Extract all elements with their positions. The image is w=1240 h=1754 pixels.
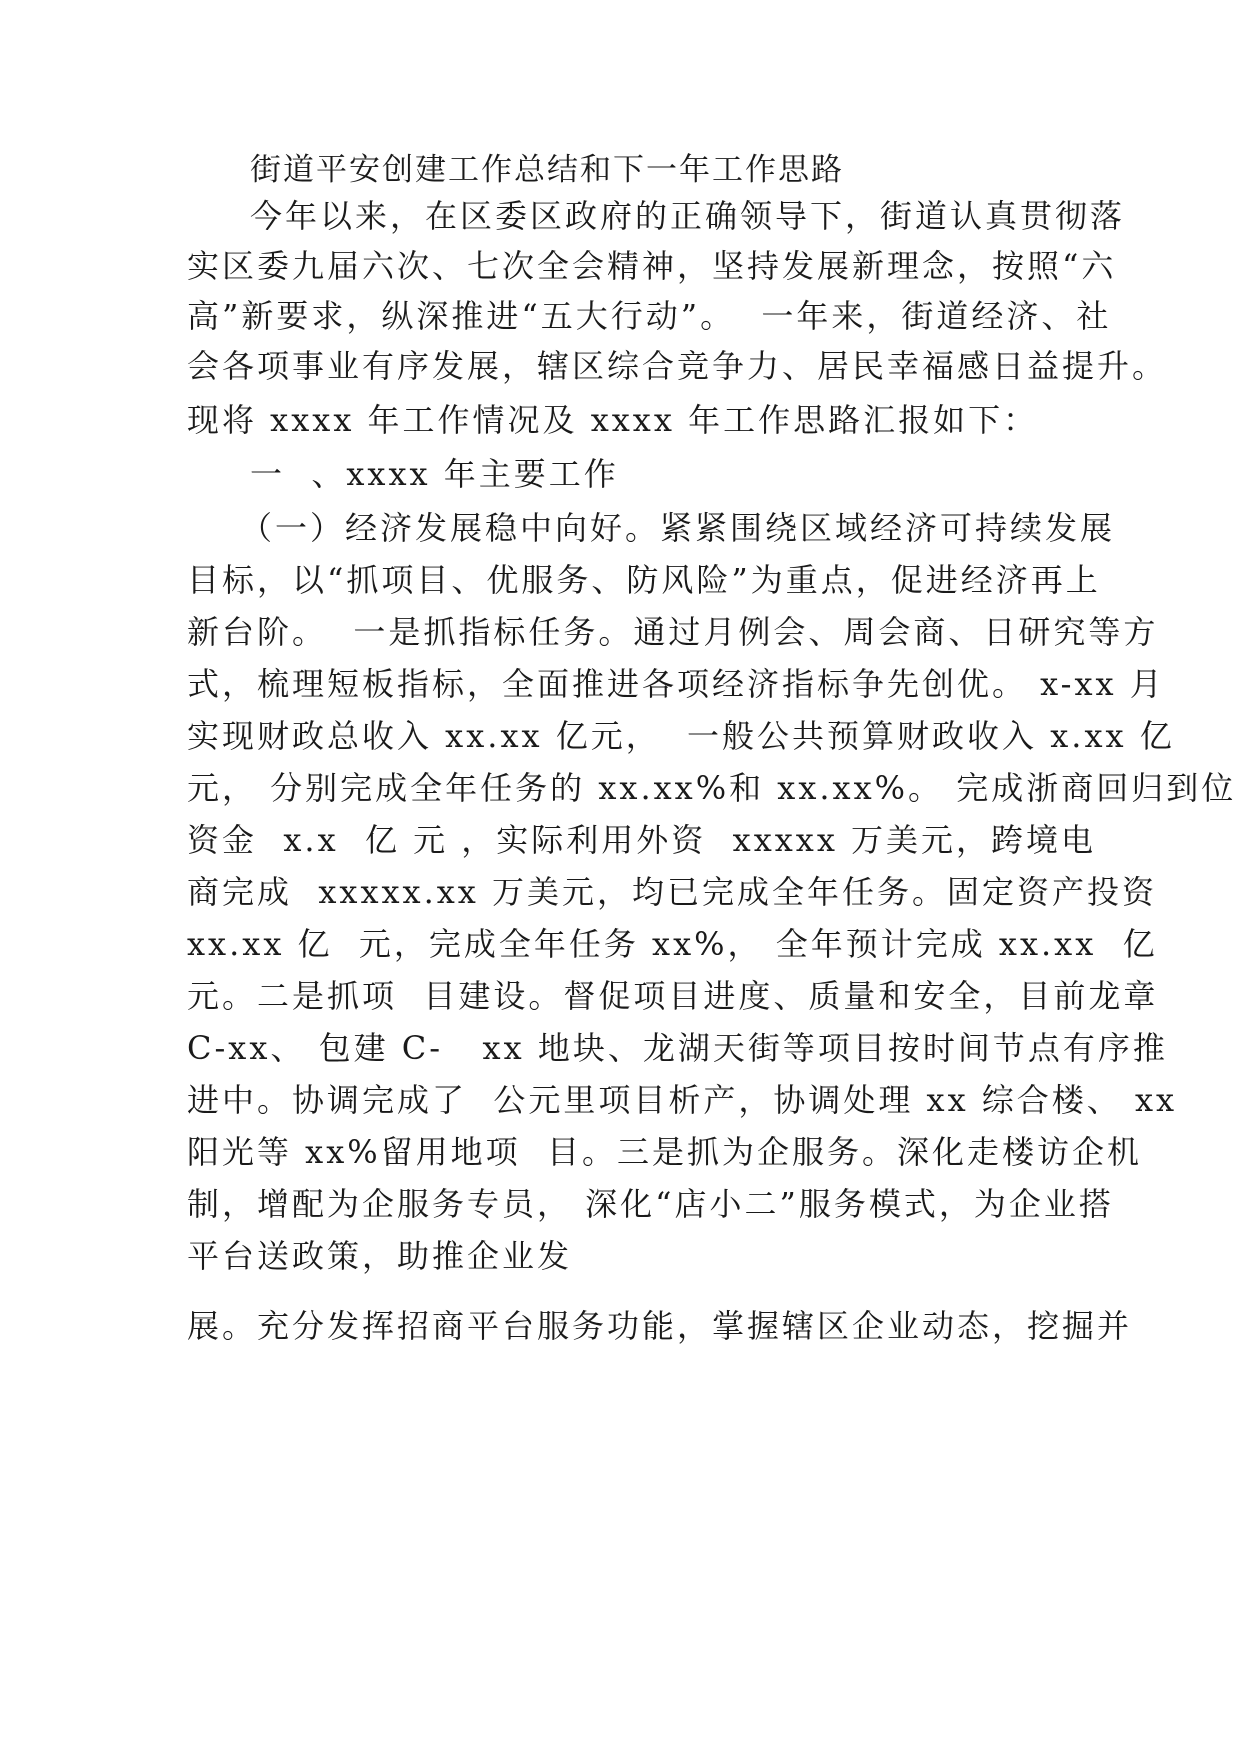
paragraph-line-6: （一）经济发展稳中向好。紧紧围绕区域经济可持续发展: [240, 509, 1116, 547]
paragraph-line-7: 目标，以“抓项目、优服务、防风险”为重点，促进经济再上: [187, 561, 1101, 599]
paragraph-line-19: 制，增配为企服务专员， 深化“店小二”服务模式，为企业搭: [187, 1185, 1114, 1223]
section-heading: 一 、xxxx 年主要工作: [250, 455, 619, 493]
paragraph-line-16: C-xx、 包建 C- xx 地块、龙湖天街等项目按时间节点有序推: [187, 1029, 1168, 1067]
paragraph-line-15: 元。二是抓项 目建设。督促项目进度、质量和安全，目前龙章: [187, 977, 1159, 1015]
paragraph-line-17: 进中。协调完成了 公元里项目析产，协调处理 xx 综合楼、 xx: [187, 1081, 1178, 1119]
paragraph-line-14: xx.xx 亿 元，完成全年任务 xx%， 全年预计完成 xx.xx 亿: [187, 925, 1158, 963]
paragraph-line-5: 现将 xxxx 年工作情况及 xxxx 年工作思路汇报如下：: [187, 401, 1039, 439]
paragraph-line-13: 商完成 xxxxx.xx 万美元，均已完成全年任务。固定资产投资: [187, 873, 1158, 911]
paragraph-line-3: 高”新要求，纵深推进“五大行动”。 一年来，街道经济、社: [187, 297, 1112, 335]
paragraph-line-10: 实现财政总收入 xx.xx 亿元， 一般公共预算财政收入 x.xx 亿: [187, 717, 1175, 755]
paragraph-line-9: 式，梳理短板指标，全面推进各项经济指标争先创优。 x-xx 月: [187, 665, 1165, 703]
paragraph-line-8: 新台阶。 一是抓指标任务。通过月例会、周会商、日研究等方: [187, 613, 1159, 651]
paragraph-line-4: 会各项事业有序发展，辖区综合竞争力、居民幸福感日益提升。: [187, 347, 1168, 385]
paragraph-line-20: 平台送政策，助推企业发: [187, 1237, 573, 1275]
paragraph-line-12: 资金 x.x 亿 元 ，实际利用外资 xxxxx 万美元，跨境电: [187, 821, 1097, 859]
paragraph-line-18: 阳光等 xx%留用地项 目。三是抓为企服务。深化走楼访企机: [187, 1133, 1143, 1171]
document-title: 街道平安创建工作总结和下一年工作思路: [250, 152, 844, 188]
paragraph-line-21: 展。充分发挥招商平台服务功能，掌握辖区企业动态，挖掘并: [187, 1307, 1133, 1345]
paragraph-line-11: 元， 分别完成全年任务的 xx.xx%和 xx.xx%。 完成浙商回归到位: [187, 769, 1237, 807]
paragraph-line-1: 今年以来，在区委区政府的正确领导下，街道认真贯彻落: [250, 197, 1126, 235]
paragraph-line-2: 实区委九届六次、七次全会精神，坚持发展新理念，按照“六: [187, 247, 1117, 285]
